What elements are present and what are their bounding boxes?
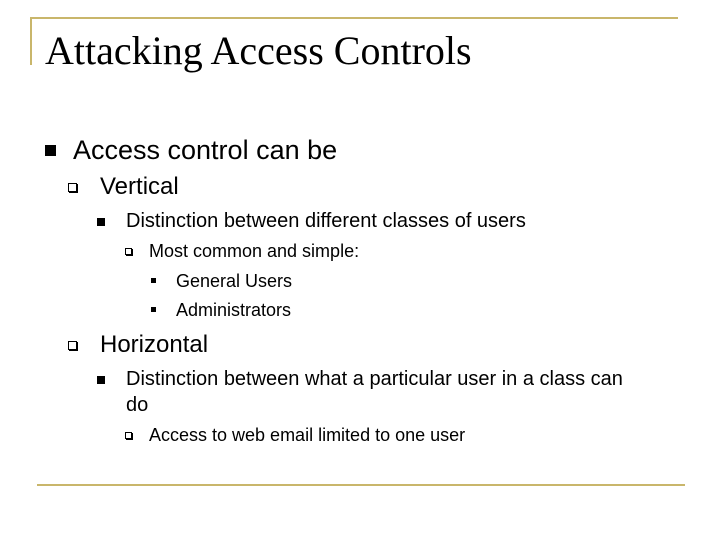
outlined-square-bullet-icon [68,341,77,350]
horizontal-sub-text: Access to web email limited to one user [149,425,466,445]
outlined-square-bullet-icon [68,183,77,192]
small-square-bullet-icon [151,278,156,283]
horizontal-text: Horizontal [100,331,209,358]
slide-title: Attacking Access Controls [45,28,472,73]
filled-square-bullet-icon [97,376,105,384]
horizontal-detail-line1: Distinction between what a particular user in a class can [126,368,623,390]
vertical-item-general-users: General Users [176,271,293,291]
vertical-sub-text: Most common and simple: [149,241,360,261]
filled-square-bullet-icon [97,218,105,226]
vertical-detail-text: Distinction between different classes of users [126,210,526,232]
filled-square-bullet-icon [45,145,56,156]
outlined-square-bullet-icon [125,432,132,439]
frame-bottom-line [37,484,685,486]
small-square-bullet-icon [151,307,156,312]
frame-left-line [30,17,32,65]
vertical-item-administrators: Administrators [176,300,292,320]
frame-top-line [30,17,678,19]
outlined-square-bullet-icon [125,248,132,255]
level1-text: Access control can be [73,135,338,165]
vertical-text: Vertical [100,173,179,200]
horizontal-detail-line2: do [126,394,149,416]
